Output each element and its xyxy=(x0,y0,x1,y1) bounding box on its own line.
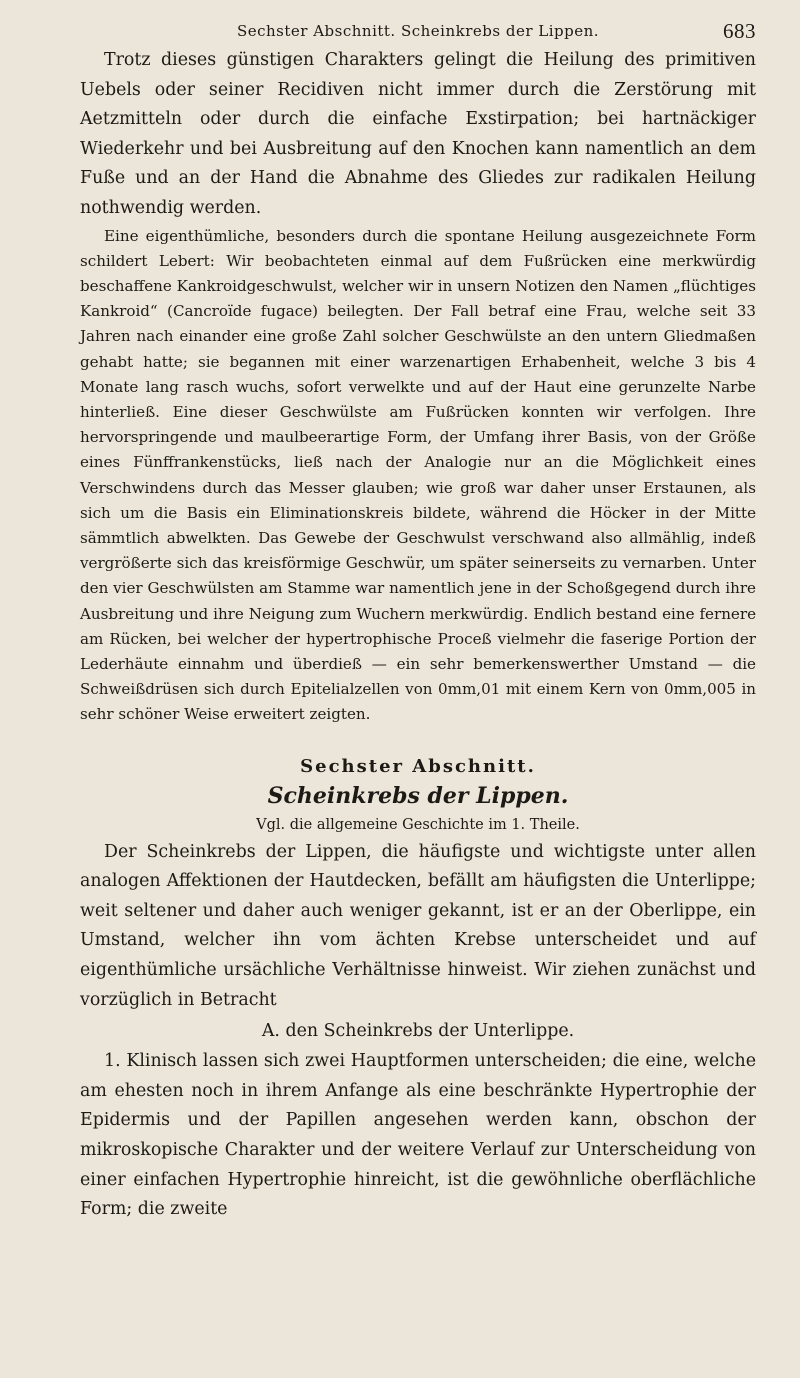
section-heading: Sechster Abschnitt. xyxy=(300,755,536,777)
numbered-paragraph: 1. Klinisch lassen sich zwei Hauptformen unterscheiden; die eine, welche am ehesten noch in ihrem Anfange als eine beschränkte Hypertrophie der Epidermis und der Papillen angesehen werden kann, obschon der mikroskopische Charakter und der weitere Verlauf zur Unterscheidung von einer einfachen Hypertrophie hinreicht, ist die gewöhnliche oberflächliche Form; die zweite xyxy=(80,1051,756,1220)
paragraph-lebert-case: Eine eigenthümliche, besonders durch die spontane Heilung ausgezeichnete Form schildert Lebert: Wir beobachteten einmal auf dem Fußrücken eine merkwürdig beschaffene Kankroidgeschwulst, welcher wir in unsern Notizen den Namen „flüchtiges Kankroid“ (Cancroïde fugace) beilegten. Der Fall betraf eine Frau, welche seit 33 Jahren nach einander eine große Zahl solcher Geschwülste an den untern Gliedmaßen gehabt hatte; sie begannen mit einer warzenartigen Erhabenheit, welche 3 bis 4 Monate lang rasch wuchs, sofort verwelkte und auf der Haut eine gerunzelte Narbe hinterließ. Eine dieser Geschwülste am Fußrücken konnten wir verfolgen. Ihre hervorspringende und maulbeerartige Form, der Umfang ihrer Basis, von der Größe eines Fünffrankenstücks, ließ nach der Analogie nur an die Möglichkeit eines Verschwindens durch das Messer glauben; wie groß war daher unser Erstaunen, als sich um die Basis ein Eliminationskreis bildete, während die Höcker in der Mitte sämmtlich abwelkten. Das Gewebe der Geschwulst verschwand also allmählig, indeß vergrößerte sich das kreisförmige Geschwür, um später seinerseits zu vernarben. Unter den vier Geschwülsten am Stamme war namentlich jene in der Schoßgegend durch ihre Ausbreitung und ihre Neigung zum Wuchern merkwürdig. Endlich bestand eine fernere am Rücken, bei welcher der hypertrophische Proceß vielmehr die faserige Portion der Lederhäute einnahm und überdieß — ein sehr bemerkenswerther Umstand — die Schweißdrüsen sich durch Epitelialzellen von 0mm,01 mit einem Kern von 0mm,005 in sehr schöner Weise erweitert zeigten. xyxy=(80,226,756,724)
paragraph-therapy: Trotz dieses günstigen Charakters gelingt die Heilung des primitiven Uebels oder seiner Recidiven nicht immer durch die Zerstörung mit Aetzmitteln oder durch die einfache Exstirpation; bei hartnäckiger Wiederkehr und bei Ausbreitung auf den Knochen kann namentlich an dem Fuße und an der Hand die Abnahme des Gliedes zur radikalen Heilung nothwendig werden. xyxy=(80,50,756,218)
running-head xyxy=(80,16,756,46)
section-title: Scheinkrebs der Lippen. xyxy=(267,782,569,809)
running-head-title: Sechster Abschnitt. Scheinkrebs der Lippen. xyxy=(236,22,600,40)
page-number: 683 xyxy=(723,19,756,43)
subsection-heading: A. den Scheinkrebs der Unterlippe. xyxy=(261,1021,575,1042)
cross-reference: Vgl. die allgemeine Geschichte im 1. Theile. xyxy=(256,816,580,833)
paragraph-introduction: Der Scheinkrebs der Lippen, die häufigste und wichtigste unter allen analogen Affektionen der Hautdecken, befällt am häufigsten die Unterlippe; weit seltener und daher auch weniger gekannt, ist er an der Oberlippe, ein Umstand, welcher ihn vom ächten Krebse unterscheidet und auf eigenthümliche ursächliche Verhältnisse hinweist. Wir ziehen zunächst und vorzüglich in Betracht xyxy=(80,841,756,1010)
